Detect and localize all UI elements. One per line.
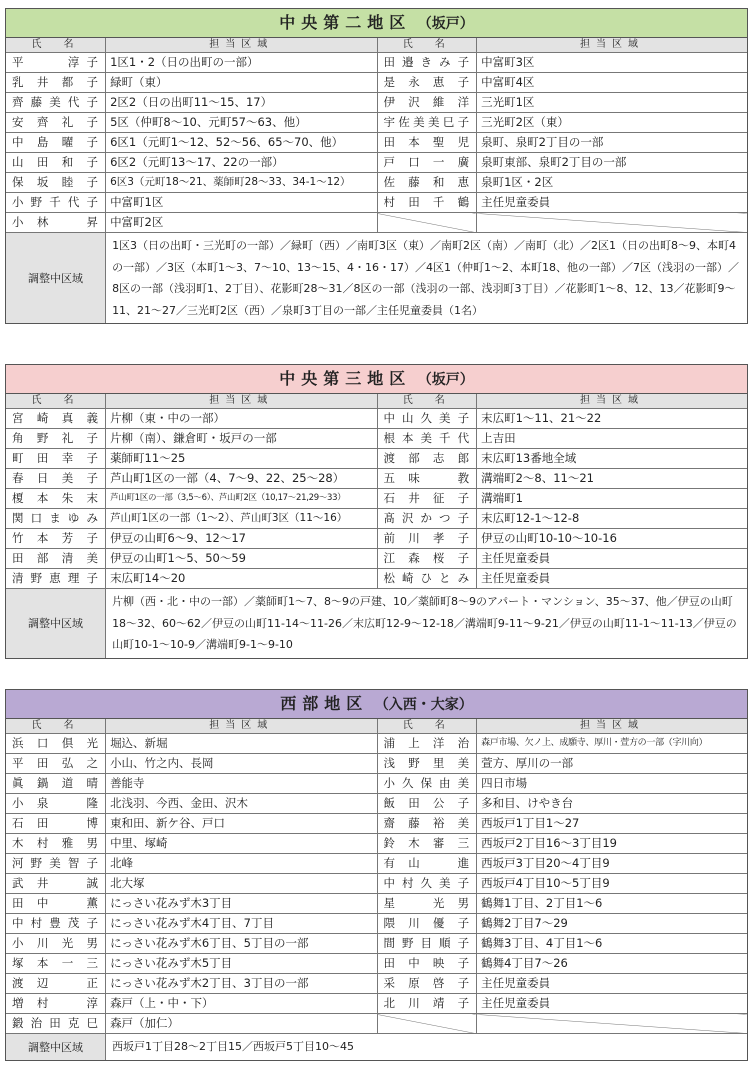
member-name: 榎本朱末 [6,489,106,509]
header-name: 氏 名 [377,394,477,409]
header-area: 担当区域 [106,394,377,409]
member-name: 鍛治田克巳 [6,1014,106,1034]
member-name: 隈川優子 [377,914,477,934]
member-area: 西坂戸1丁目1～27 [477,814,747,834]
header-area: 担当区域 [106,38,377,53]
member-area: 森戸（上・中・下） [106,994,377,1014]
member-name: 山田和子 [6,153,106,173]
member-name: 渡部志郎 [377,449,477,469]
table-header [6,719,747,734]
member-area: 多和目、けやき台 [477,794,747,814]
member-area: 中富町2区 [106,213,377,233]
table-row [6,173,747,193]
member-name: 浜口倶光 [6,734,106,754]
section-chuo-dai2 [5,8,748,324]
member-name: 髙沢かつ子 [377,509,477,529]
section-subtitle: （坂戸） [417,16,474,32]
member-name: 小林 昇 [6,213,106,233]
member-name: 渡辺 正 [6,974,106,994]
empty-cell [377,1014,477,1034]
member-name: 前川孝子 [377,529,477,549]
member-area: にっさい花みず木2丁目、3丁目の一部 [106,974,377,994]
member-name: 武井 誠 [6,874,106,894]
coordination-row [6,1034,747,1061]
table-row [6,529,747,549]
member-area: 森戸（加仁） [106,1014,377,1034]
member-name: 宮崎真義 [6,409,106,429]
table-row [6,429,747,449]
member-area: 中里、塚崎 [106,834,377,854]
member-area: 森戸市場、欠ノ上、成願寺、厚川・萱方の一部（字川向） [477,734,747,754]
table-row [6,113,747,133]
member-name: 安齊礼子 [6,113,106,133]
header-area: 担当区域 [477,38,747,53]
header-area: 担当区域 [477,719,747,734]
member-area: 四日市場 [477,774,747,794]
member-table [6,394,747,658]
member-area: 6区2（元町13～17、22の一部） [106,153,377,173]
member-area: 主任児童委員 [477,193,747,213]
member-area: 片柳（東・中の一部） [106,409,377,429]
member-table [6,719,747,1060]
coordination-text: 1区3（日の出町・三光町の一部）／緑町（西）／南町3区（東）／南町2区（南）／南町（北）／2区1（日の出町8～9、本町4の一部）／3区（本町1～3、7～10、13～15、4・16・17）／4区1（仲町1～2、本町18、他の一部）／7区（浅羽の一部）／8区の一部（浅羽町1、2丁目）、花影町28～31／8区の一部（浅羽の一部、浅羽町3丁目）／花影町1～8、12、13／花影町9～11、21～27／三光町2区（西）／泉町3丁目の一部／主任児童委員（1名） [106,233,747,324]
member-name: 中島曜子 [6,133,106,153]
table-row [6,73,747,93]
section-title-text: 西部地区 [280,694,369,713]
table-row [6,153,747,173]
member-name: 浦上洋治 [377,734,477,754]
member-area: 末広町12-1～12-8 [477,509,747,529]
table-row [6,549,747,569]
section-chuo-dai3 [5,364,748,659]
coordination-text: 片柳（西・北・中の一部）／薬師町1～7、8～9の戸建、10／薬師町8～9のアパート・マンション、35～37、他／伊豆の山町18～32、60～62／伊豆の山町11-14～11-26／末広町12-9～12-18／溝端町9-11～9-21／伊豆の山町11-1～11-13／伊豆の山町10-1～10-9／溝端町9-1～9-10 [106,589,747,658]
member-area: 主任児童委員 [477,974,747,994]
member-name: 宇佐美美巳子 [377,113,477,133]
member-name: 伊沢維洋 [377,93,477,113]
table-row [6,469,747,489]
coordination-text: 西坂戸1丁目28～2丁目15／西坂戸5丁目10～45 [106,1034,747,1061]
member-area: 主任児童委員 [477,569,747,589]
member-area: 東和田、新ケ谷、戸口 [106,814,377,834]
table-row [6,994,747,1014]
section-seibu [5,689,748,1061]
header-area: 担当区域 [477,394,747,409]
member-name: 齊藤美代子 [6,93,106,113]
member-area: 伊豆の山町10-10～10-16 [477,529,747,549]
table-row [6,814,747,834]
member-name: 清野恵理子 [6,569,106,589]
member-name: 河野美智子 [6,854,106,874]
member-area: 薬師町11～25 [106,449,377,469]
coordination-row [6,589,747,658]
table-row [6,894,747,914]
member-area: 小山、竹之内、長岡 [106,754,377,774]
section-title [6,9,747,38]
member-name: 関口まゆみ [6,509,106,529]
member-name: 町田幸子 [6,449,106,469]
member-name: 乳井都子 [6,73,106,93]
member-area: 鶴舞2丁目7～29 [477,914,747,934]
section-title-text: 中央第三地区 [279,369,412,388]
member-name: 眞鍋道晴 [6,774,106,794]
table-row [6,93,747,113]
member-name: 角野礼子 [6,429,106,449]
member-name: 竹本芳子 [6,529,106,549]
member-area: 善能寺 [106,774,377,794]
member-area: 芦山町1区の一部（4、7～9、22、25～28） [106,469,377,489]
table-row [6,489,747,509]
member-name: 石井征子 [377,489,477,509]
table-header [6,394,747,409]
table-row [6,409,747,429]
member-area: にっさい花みず木6丁目、5丁目の一部 [106,934,377,954]
member-area: 1区1・2（日の出町の一部） [106,53,377,73]
member-area: 北峰 [106,854,377,874]
member-area: 緑町（東） [106,73,377,93]
member-name: 小川光男 [6,934,106,954]
member-area: 末広町1～11、21～22 [477,409,747,429]
member-area: にっさい花みず木4丁目、7丁目 [106,914,377,934]
member-area: 伊豆の山町1～5、50～59 [106,549,377,569]
table-row [6,509,747,529]
table-row [6,834,747,854]
table-row [6,794,747,814]
member-name: 有山 進 [377,854,477,874]
member-area: 末広町14～20 [106,569,377,589]
table-row [6,934,747,954]
header-name: 氏 名 [6,38,106,53]
empty-cell [477,1014,747,1034]
member-area: 上吉田 [477,429,747,449]
table-row [6,213,747,233]
member-area: 西坂戸3丁目20～4丁目9 [477,854,747,874]
coordination-label: 調整中区域 [6,589,106,658]
member-name: 浅野里美 [377,754,477,774]
member-area: 溝端町1 [477,489,747,509]
member-area: 泉町、泉町2丁目の一部 [477,133,747,153]
member-name: 小久保由美 [377,774,477,794]
coordination-label: 調整中区域 [6,233,106,324]
member-name: 根本美千代 [377,429,477,449]
member-area: 北浅羽、今西、金田、沢木 [106,794,377,814]
member-table [6,38,747,323]
table-row [6,914,747,934]
member-area: 鶴舞1丁目、2丁目1～6 [477,894,747,914]
header-name: 氏 名 [377,719,477,734]
section-subtitle: （坂戸） [417,372,474,388]
member-name: 田邉きみ子 [377,53,477,73]
table-header [6,38,747,53]
member-name: 田中 薫 [6,894,106,914]
table-row [6,774,747,794]
member-area: 泉町東部、泉町2丁目の一部 [477,153,747,173]
member-name: 中山久美子 [377,409,477,429]
member-name: 木村雅男 [6,834,106,854]
member-name: 小泉 隆 [6,794,106,814]
member-name: 齋藤裕美 [377,814,477,834]
member-area: 伊豆の山町6～9、12～17 [106,529,377,549]
member-area: 6区3（元町18～21、薬師町28～33、34-1～12） [106,173,377,193]
member-name: 村田千鶴 [377,193,477,213]
member-name: 増村 淳 [6,994,106,1014]
member-area: 中富町4区 [477,73,747,93]
header-area: 担当区域 [106,719,377,734]
section-title-text: 中央第二地区 [279,13,412,32]
member-name: 松崎ひとみ [377,569,477,589]
member-area: 末広町13番地全域 [477,449,747,469]
table-row [6,874,747,894]
table-row [6,854,747,874]
member-name: 田部清美 [6,549,106,569]
member-area: 鶴舞3丁目、4丁目1～6 [477,934,747,954]
table-row [6,133,747,153]
member-area: にっさい花みず木3丁目 [106,894,377,914]
member-name: 春日美子 [6,469,106,489]
member-area: 中富町3区 [477,53,747,73]
member-area: 堀込、新堀 [106,734,377,754]
member-area: 片柳（南）、鎌倉町・坂戸の一部 [106,429,377,449]
member-area: 西坂戸4丁目10～5丁目9 [477,874,747,894]
member-name: 小野千代子 [6,193,106,213]
member-name: 鈴木審三 [377,834,477,854]
member-name: 平田弘之 [6,754,106,774]
header-name: 氏 名 [6,394,106,409]
member-name: 間野目順子 [377,934,477,954]
member-name: 戸口一廣 [377,153,477,173]
member-name: 田本聖児 [377,133,477,153]
member-area: 北大塚 [106,874,377,894]
member-area: 鶴舞4丁目7～26 [477,954,747,974]
member-name: 保坂睦子 [6,173,106,193]
coordination-label: 調整中区域 [6,1034,106,1061]
member-name: 塚本一三 [6,954,106,974]
member-area: 溝端町2～8、11～21 [477,469,747,489]
member-name: 平 淳子 [6,53,106,73]
member-area: 主任児童委員 [477,994,747,1014]
coordination-row [6,233,747,324]
table-row [6,193,747,213]
table-row [6,569,747,589]
table-row [6,734,747,754]
table-row [6,1014,747,1034]
member-name: 采原啓子 [377,974,477,994]
member-area: 6区1（元町1～12、52～56、65～70、他） [106,133,377,153]
member-area: にっさい花みず木5丁目 [106,954,377,974]
member-area: 中富町1区 [106,193,377,213]
section-subtitle: （入西・大家） [374,697,473,713]
member-area: 萱方、厚川の一部 [477,754,747,774]
header-name: 氏 名 [377,38,477,53]
member-name: 佐藤和恵 [377,173,477,193]
member-name: 北川靖子 [377,994,477,1014]
member-area: 2区2（日の出町11～15、17） [106,93,377,113]
member-name: 飯田公子 [377,794,477,814]
section-title [6,690,747,719]
member-area: 三光町2区（東） [477,113,747,133]
member-name: 江森桜子 [377,549,477,569]
empty-cell [377,213,477,233]
member-name: 中村久美子 [377,874,477,894]
table-row [6,974,747,994]
section-title [6,365,747,394]
member-area: 泉町1区・2区 [477,173,747,193]
member-area: 5区（仲町8～10、元町57～63、他） [106,113,377,133]
member-area: 主任児童委員 [477,549,747,569]
member-name: 中村豊茂子 [6,914,106,934]
member-name: 五味 教 [377,469,477,489]
table-row [6,449,747,469]
member-area: 芦山町1区の一部（1～2）、芦山町3区（11～16） [106,509,377,529]
member-name: 星 光男 [377,894,477,914]
table-row [6,954,747,974]
empty-cell [477,213,747,233]
member-area: 三光町1区 [477,93,747,113]
member-name: 田中映子 [377,954,477,974]
member-area: 西坂戸2丁目16～3丁目19 [477,834,747,854]
member-name: 石田 博 [6,814,106,834]
table-row [6,53,747,73]
table-row [6,754,747,774]
header-name: 氏 名 [6,719,106,734]
member-name: 是永恵子 [377,73,477,93]
member-area: 芦山町1区の一部（3,5～6）、芦山町2区（10,17～21,29～33） [106,489,377,509]
